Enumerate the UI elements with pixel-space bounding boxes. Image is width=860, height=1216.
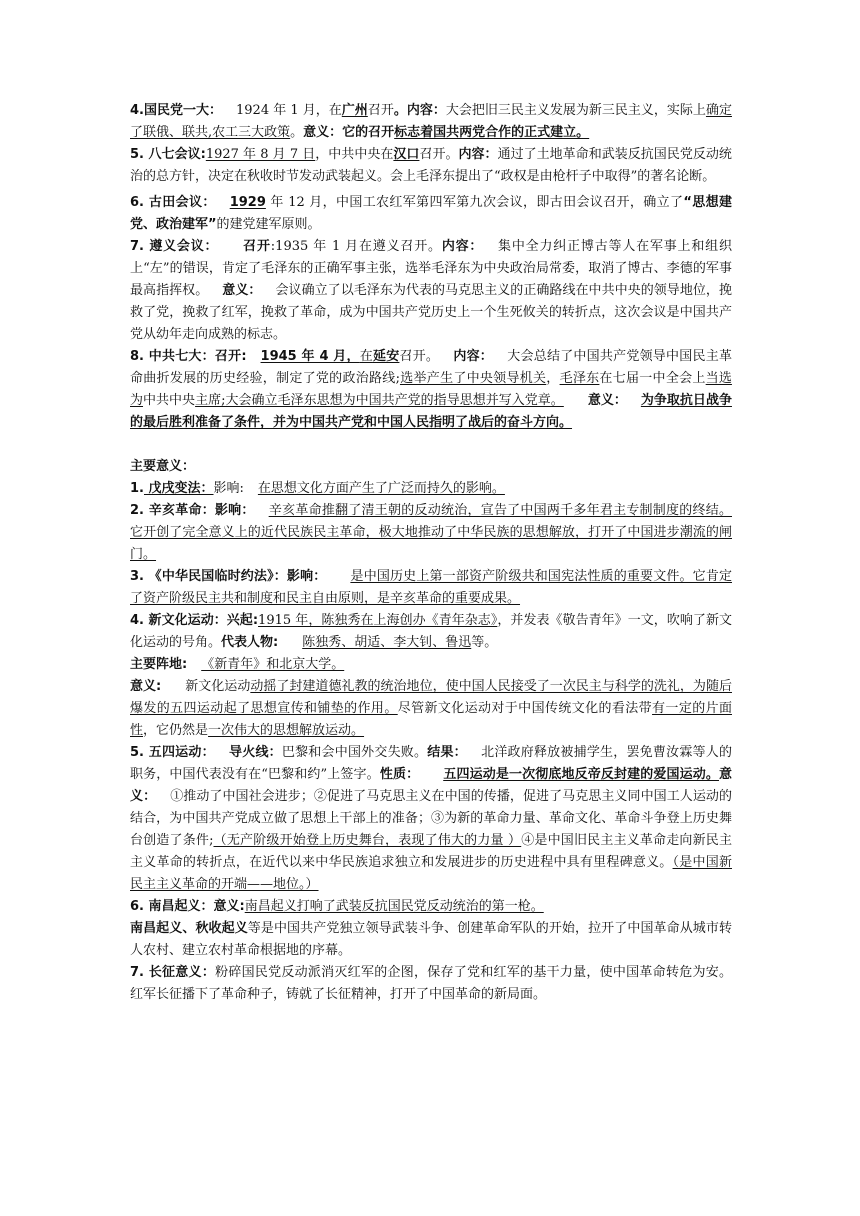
item-4-content: 大会把旧三民主义发展为新三民主义，实际上 [445, 103, 706, 118]
item-8-meaning: 为争取抗日战争的最后胜利准备了条件，并为中国共产党和中国人民指明了战后的奋斗方向。 [130, 393, 732, 430]
sig-2-xinhai [130, 500, 732, 566]
sig-4-text: ，并发表《敬告青年》一文，吹响了新文化运动的号角。 [130, 613, 732, 650]
sig-4-content: 1915 年，陈独秀在上海创办《青年杂志》 [258, 613, 498, 628]
sig-6-label: 南昌起义、秋收起义 [130, 921, 248, 936]
sig-1-label: 影响: [213, 481, 244, 496]
sig-5-text: 巴黎和会中国外交失败。 [281, 745, 428, 760]
sig-5-nature: 五四运动是一次彻底地反帝反封建的爱国运动。 [443, 767, 719, 782]
sig-5-label: 意义： [130, 767, 732, 804]
item-8-content: 选举产生了中央领导机关 [399, 371, 547, 386]
sig-1-number: 1. [130, 481, 144, 496]
sig-5-text: 北洋政府释放被捕学生，罢免曹汝霖等人的职务，中国代表没有在“巴黎和约”上签字。 [130, 745, 732, 782]
sig-4-label: 主要阵地: [130, 657, 188, 672]
item-7-label: 内容： [441, 239, 484, 254]
sig-4-label: 代表人物: [221, 635, 279, 650]
item-4-meaning: 标志着国共两党合作的正式建立。 [394, 125, 590, 140]
sig-1-title: 戊戌变法： [143, 481, 214, 496]
item-6-text: 的建党建军原则。 [216, 217, 321, 232]
sig-7-title: 7. 长征意义： [130, 965, 216, 980]
sig-5-title: 5. 五四运动： [130, 745, 215, 760]
sig-7-long-march [130, 962, 732, 1006]
item-8-label: 意义： [587, 393, 627, 408]
item-7-label: 意义： [222, 283, 262, 298]
item-7-label: 召开 [242, 239, 271, 254]
item-8-text: 在七届一中全会上 [599, 371, 706, 386]
sig-4-text: ，它仍然是 [143, 723, 209, 738]
sig-4-text: 新文化运动 [185, 679, 251, 694]
item-6-year: 1929 [229, 195, 266, 210]
item-4-text: 。 [290, 125, 304, 140]
sig-1-reform [130, 478, 732, 500]
item-7-content: 集中全力纠正博古等人在军事上和组织上“左”的错误，肯定了毛泽东的正确军事主张，选举毛泽东为中央政治局常委，取消了博古、李德的军事最高指挥权。 [130, 239, 732, 298]
item-5-text: 召开。 [419, 147, 459, 162]
item-4-label: 意义：它的召开 [303, 125, 395, 140]
sig-4-base [130, 654, 732, 676]
item-7-zunyi [130, 236, 732, 346]
item-8-text: 召开。 [399, 349, 440, 364]
item-6-principle: “思想建党、政治建军” [130, 195, 733, 232]
sig-6-text: 等是中国共产党独立领导武装斗争、创建革命军队的开始，拉开了中国革命从城市转人农村、建立农村革命根据地的序幕。 [130, 921, 732, 958]
sig-2-title: 2. 辛亥革命：影响： [130, 503, 255, 518]
item-4-label: 。内容： [393, 103, 446, 118]
sig-3-constitution [130, 566, 732, 610]
sig-4-text: 等。 [471, 635, 498, 650]
item-4-place: 广州 [341, 103, 368, 118]
sig-4-base-content: 《新青年》和北京大学。 [201, 657, 345, 672]
item-4-policy: 确定了联俄、联共,农工三大政策 [130, 103, 732, 140]
sig-5-text: ①推动了中国社会进步；②促进了马克思主义在中国的传播，促进了马克思主义同中国工人运动的结合，为中国共产党成立做了思想上干部上的准备；③为新的革命力量、革命文化、革命斗争登上历史舞台创造了条件; [130, 789, 732, 848]
sig-4-text: 尽管新文化运动对于中国传统文化的看法带 [397, 701, 653, 716]
item-8-content: 当选为 [130, 371, 732, 408]
item-4-kmt-first-congress [130, 100, 732, 144]
sig-5-label: 性质： [379, 767, 420, 782]
item-4-text: 召开 [367, 103, 394, 118]
sig-4-content: 一次伟大的思想解放运动。 [208, 723, 365, 738]
sig-4-new-culture [130, 610, 732, 654]
item-8-content: 大会确立毛泽东思想为中国共产党的指导思想并写入党章。 [225, 393, 564, 408]
section-heading: 主要意义： [130, 459, 196, 474]
item-8-place: 延安 [372, 349, 400, 364]
item-6-gutian [130, 192, 732, 236]
item-8-seventh-congress [130, 346, 732, 434]
item-8-text: 在 [359, 349, 373, 364]
item-5-content: 通过了土地革命和武装反抗国民党反动统治的总方针，决定在秋收时节发动武装起义。会上毛泽东提出了“政权是由枪杆子中取得”的著名论断。 [130, 147, 732, 184]
sig-5-content: （是中国新民主主义革命的开端——地位。） [130, 855, 732, 892]
item-5-label: 内容： [458, 147, 498, 162]
sig-2-content: 辛亥革命推翻了清王朝的反动统治，宣告了中国两千多年君主专制制度的终结。它开创了完全意义上的近代民族民主革命，极大地推动了中华民族的思想解放，打开了中国进步潮流的闸门。 [130, 503, 732, 562]
item-8-label: 内容： [453, 349, 494, 364]
sig-4-content: 有一定的片面性 [130, 701, 732, 738]
item-4-title: 4.国民党一大： [130, 103, 223, 118]
sig-5-label: 导火线： [228, 745, 282, 760]
item-6-text: 年 12 月，中国工农红军第四军第九次会议，即古田会议召开，确立了 [265, 195, 684, 210]
item-6-title: 6. 古田会议： [130, 195, 216, 210]
spacer [130, 434, 732, 456]
sig-4-label: 意义: [130, 679, 162, 694]
item-8-content: 主席; [195, 393, 226, 408]
item-5-date: 1927 年 8 月 7 日 [205, 147, 316, 162]
sig-6-nanchang [130, 896, 732, 918]
sig-6-content: 南昌起义打响了武装反抗国民党反动统治的第一枪。 [244, 899, 544, 914]
item-5-place: 汉口 [393, 147, 420, 162]
item-4-text: 1924 年 1 月，在 [236, 103, 342, 118]
sig-3-title: 3. 《中华民国临时约法》：影响： [130, 569, 327, 584]
item-5-august-seventh [130, 144, 732, 188]
item-8-title: 8. 中共七大：召开: [130, 349, 247, 364]
sig-5-may-fourth [130, 742, 732, 896]
item-8-text: 中共中央 [143, 393, 196, 408]
item-8-text: ， [546, 371, 560, 386]
sig-6-title: 6. 南昌起义：意义: [130, 899, 245, 914]
sig-5-content: （无产阶级开始登上历史舞台，表现了伟大的力量 ） [213, 833, 522, 848]
sig-5-label: 结果： [427, 745, 467, 760]
item-7-title: 7. 遵义会议： [130, 239, 219, 254]
item-7-meaning: 会议确立了以毛泽东为代表的马克思主义的正确路线在中共中央的领导地位，挽救了党，挽救了红军，挽救了革命，成为中国共产党历史上一个生死攸关的转折点，这次会议是中国共产党从幼年走向成熟的标志。 [130, 283, 732, 342]
sig-4-meaning [130, 676, 732, 742]
item-5-text: ，中共中央在 [315, 147, 394, 162]
item-8-content: 毛泽东 [559, 371, 600, 386]
sig-1-content: 在思想文化方面产生了广泛而持久的影响。 [257, 481, 505, 496]
sig-4-people: 陈独秀、胡适、李大钊、鲁迅 [302, 635, 472, 650]
item-8-date: 1945 年 4 月， [260, 349, 360, 364]
sig-4-title: 4. 新文化运动：兴起: [130, 613, 259, 628]
document-page [130, 100, 732, 1006]
sig-4-meaning-content: 动摇了封建道德礼教的统治地位，使中国人民接受了一次民主与科学的洗礼，为随后爆发的五四运动起了思想宣传和铺垫的作用。 [130, 679, 732, 716]
sig-7-text: 粉碎国民党反动派消灭红军的企图，保存了党和红军的基干力量，使中国革命转危为安。红军长征播下了革命种子，铸就了长征精神，打开了中国革命的新局面。 [130, 965, 732, 1002]
item-8-content: 大会总结了中国共产党领导中国民主革命曲折发展的历史经验，制定了党的政治路线; [130, 349, 732, 386]
sig-3-content: 是中国历史上第一部资产阶级共和国宪法性质的重要文件。它肯定了资产阶级民主共和制度和民主自由原则，是辛亥革命的重要成果。 [130, 569, 732, 606]
sig-5-text: ④是中国旧民主主义革命走向新民主主义革命的转折点，在近代以来中华民族追求独立和发展进步的历史进程中具有里程碑意义。 [130, 833, 732, 870]
item-7-text: :1935 年 1 月在遵义召开。 [270, 239, 442, 254]
sig-6-uprisings [130, 918, 732, 962]
item-5-title: 5. 八七会议: [130, 147, 206, 162]
